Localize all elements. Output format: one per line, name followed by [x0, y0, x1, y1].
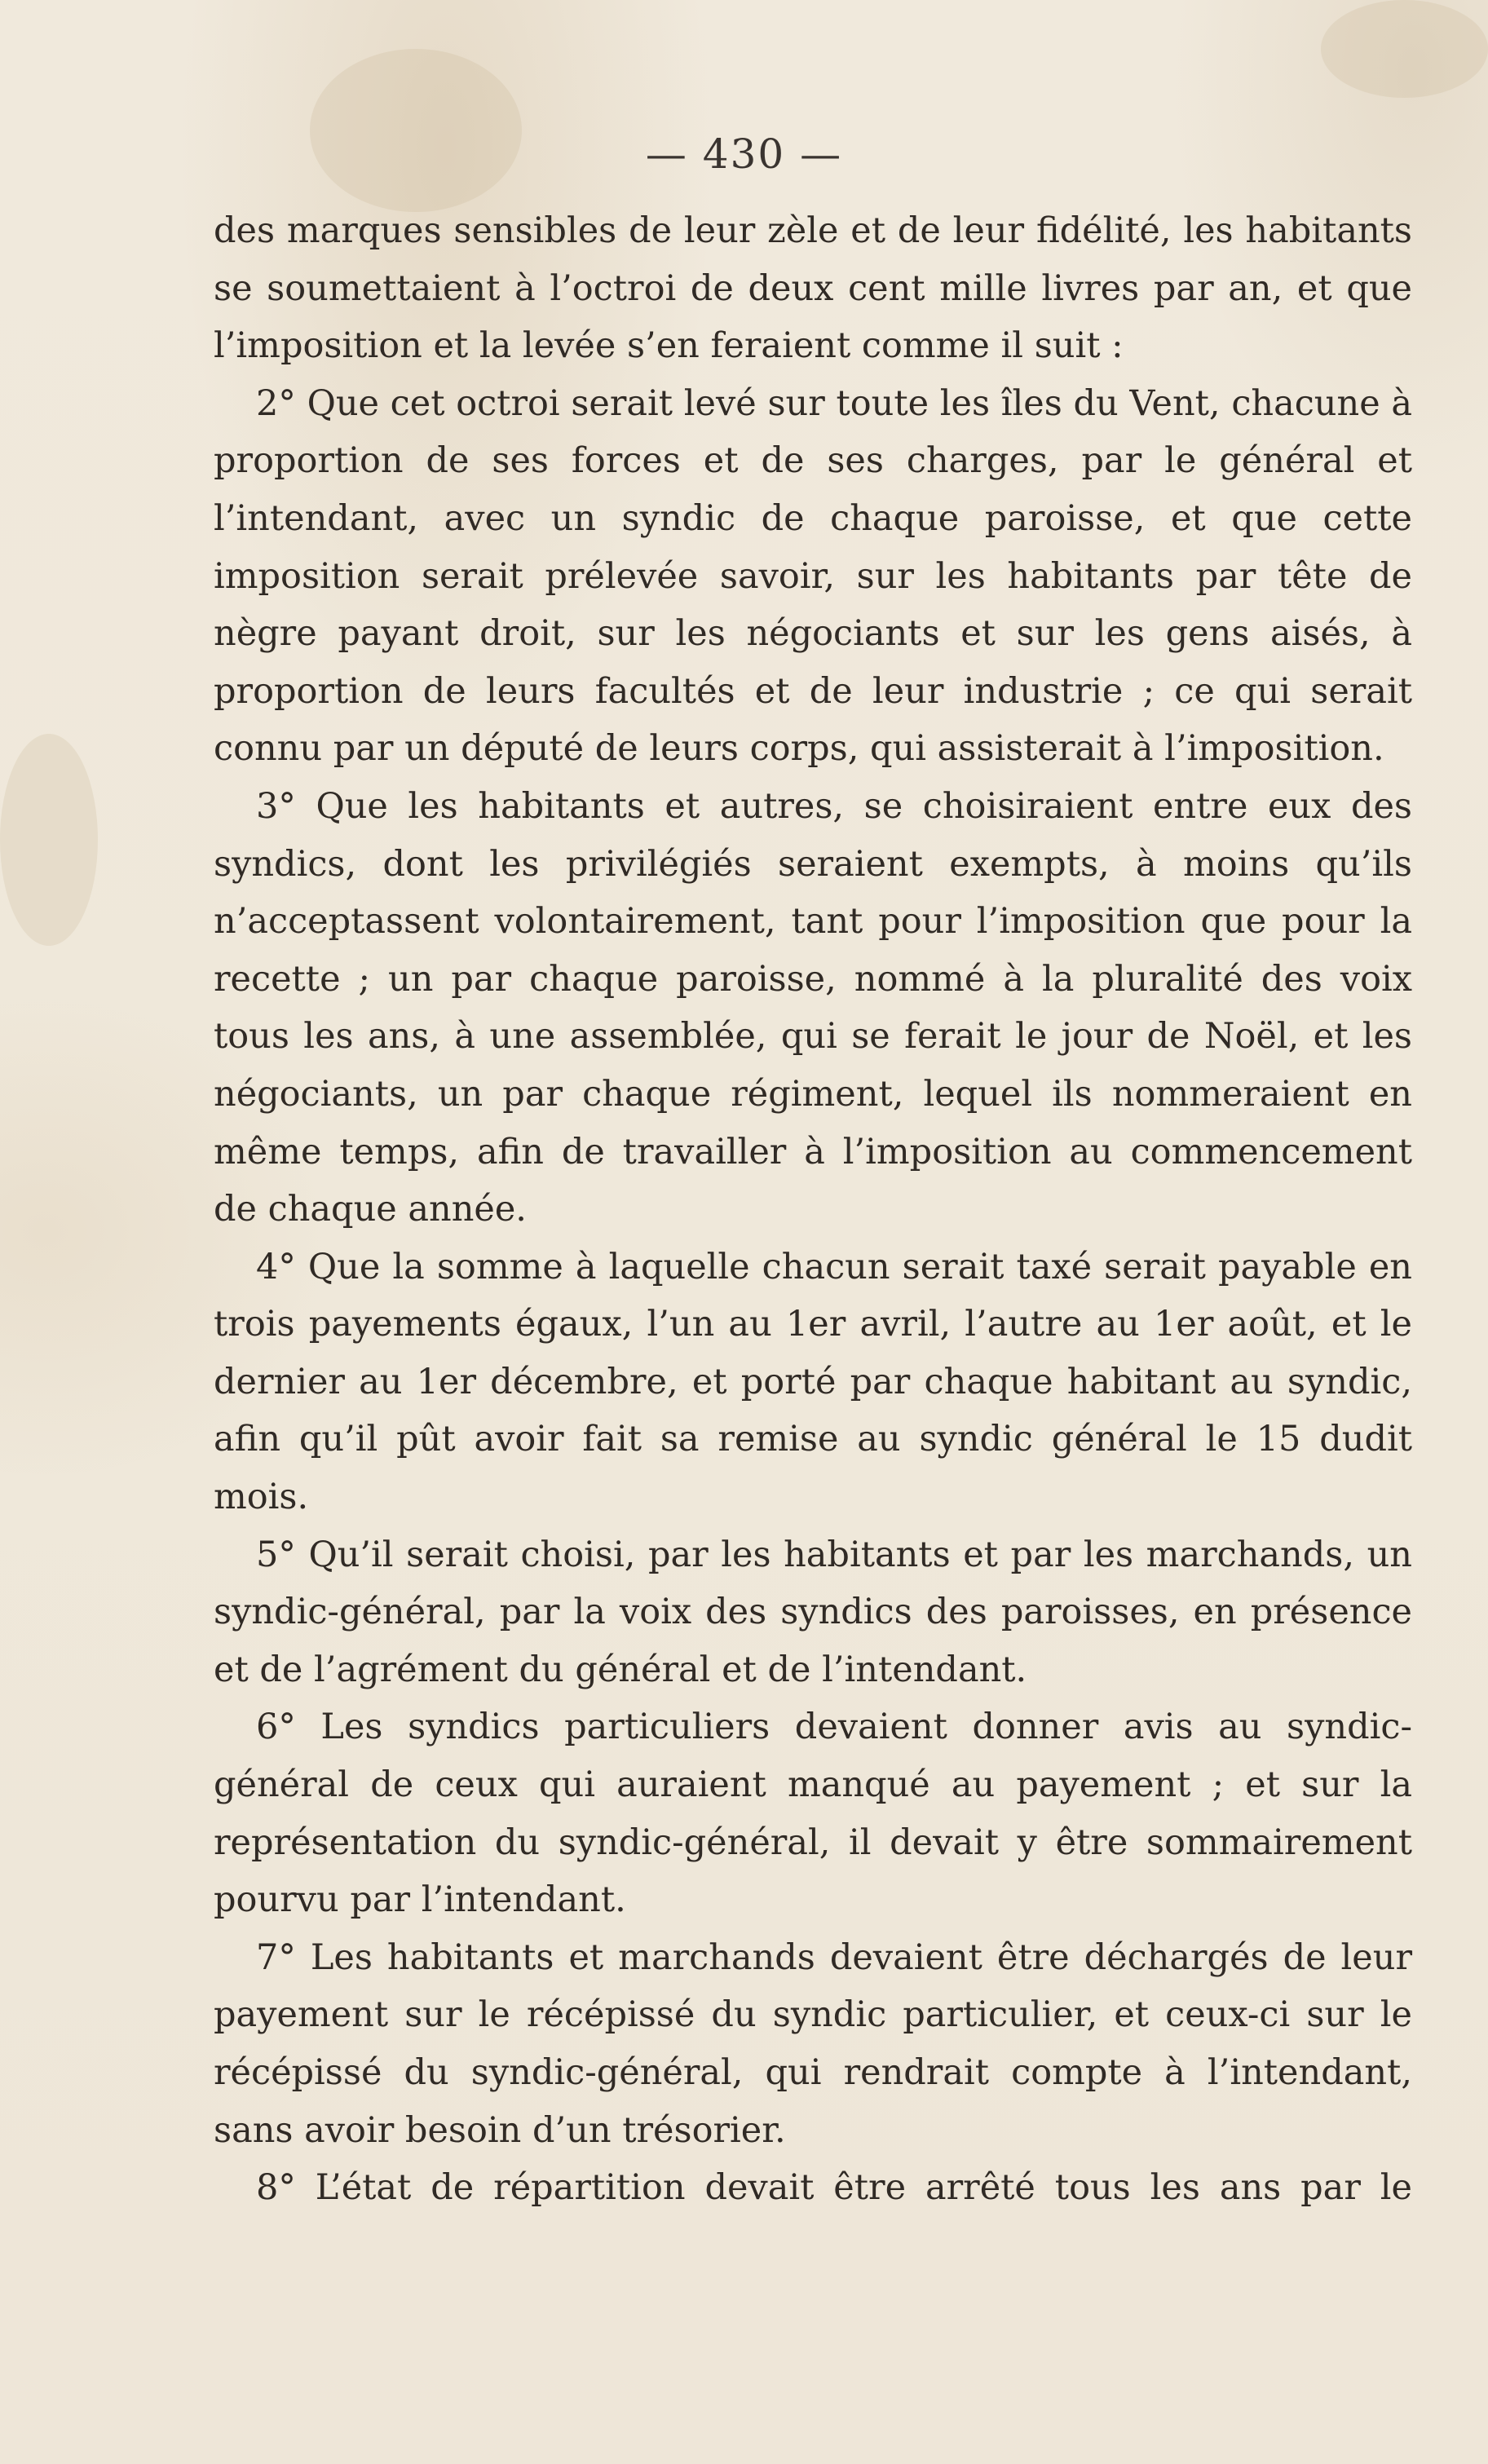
- paper-stain: [1321, 0, 1488, 98]
- paragraph-item-4: 4° Que la somme à laquelle chacun serait taxé serait payable en trois payements égaux, l’un au 1er avril, l’autre au 1er août, et le dernier au 1er décembre, et porté par chaque habitant au syndic, afin qu’il pût avoir fait sa remise au syndic général le 15 dudit mois.: [214, 1246, 1412, 1518]
- paragraph-continuation: des marques sensibles de leur zèle et de leur fidélité, les habitants se soumettaient à l’octroi de deux cent mille livres par an, et que l’imposition et la levée s’en feraient comme il suit :: [214, 210, 1412, 367]
- document-body: [214, 202, 1412, 2217]
- paragraph-item-3: 3° Que les habitants et autres, se choisiraient entre eux des syndics, dont les privilégiés seraient exempts, à moins qu’ils n’acceptassent volontairement, tant pour l’imposition que pour la recette ; un par chaque paroisse, nommé à la pluralité des voix tous les ans, à une assemblée, qui se ferait le jour de Noël, et les négociants, un par chaque régiment, lequel ils nommeraient en même temps, afin de travailler à l’imposition au commencement de chaque année.: [214, 785, 1412, 1230]
- paragraph-item-6: 6° Les syndics particuliers devaient donner avis au syndic-général de ceux qui auraient manqué au payement ; et sur la représentation du syndic-général, il devait y être sommairement pourvu par l’intendant.: [214, 1707, 1412, 1921]
- paragraph-item-2: 2° Que cet octroi serait levé sur toute les îles du Vent, chacune à proportion de ses forces et de ses charges, par le général et l’intendant, avec un syndic de chaque paroisse, et que cette imposition serait prélevée savoir, sur les habitants par tête de nègre payant droit, sur les négociants et sur les gens aisés, à proportion de leurs facultés et de leur industrie ; ce qui serait connu par un député de leurs corps, qui assisterait à l’imposition.: [214, 382, 1412, 770]
- paper-stain: [0, 734, 98, 946]
- paragraph-item-8: 8° L’état de répartition devait être arrêté tous les ans par le: [256, 2167, 1412, 2209]
- paragraph-item-7: 7° Les habitants et marchands devaient être déchargés de leur payement sur le récépissé du syndic particulier, et ceux-ci sur le récépissé du syndic-général, qui rendrait compte à l’intendant, sans avoir besoin d’un trésorier.: [214, 1936, 1412, 2151]
- paragraph-item-5: 5° Qu’il serait choisi, par les habitants et par les marchands, un syndic-général, par la voix des syndics des paroisses, en présence et de l’agrément du général et de l’intendant.: [214, 1534, 1412, 1690]
- page-number: — 430 —: [645, 130, 843, 178]
